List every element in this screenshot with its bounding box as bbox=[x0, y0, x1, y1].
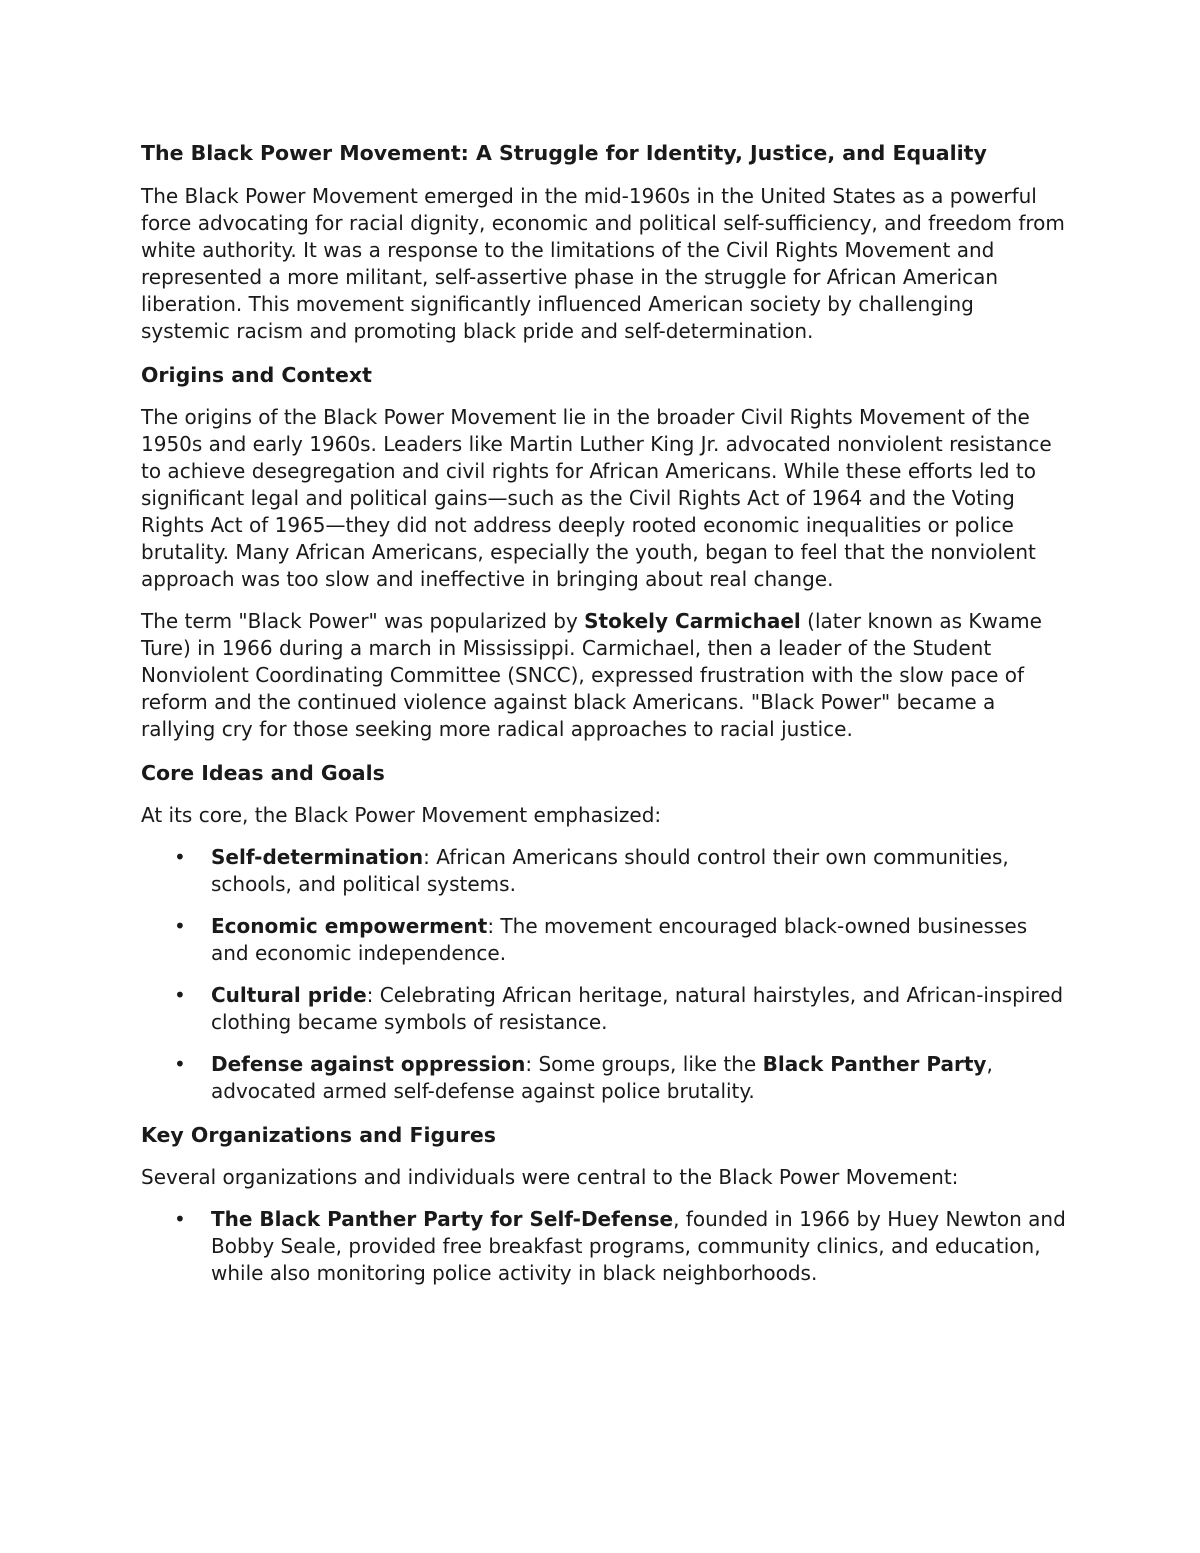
origins-heading: Origins and Context bbox=[141, 363, 372, 387]
core-ideas-heading: Core Ideas and Goals bbox=[141, 761, 385, 785]
origins-paragraph-2 bbox=[141, 608, 1066, 743]
list-item-text: : The movement encouraged black-owned businesses and economic independence. bbox=[211, 914, 1028, 965]
organizations-list bbox=[141, 1206, 1066, 1287]
list-item-term: Self-determination bbox=[211, 845, 424, 869]
core-ideas-list bbox=[141, 844, 1066, 1105]
origins-p2-text-start: The term "Black Power" was popularized by bbox=[141, 609, 585, 633]
origins-paragraph-1: The origins of the Black Power Movement lie in the broader Civil Rights Movement of the 1950s and early 1960s. Leaders like Martin Luther King Jr. advocated nonviolent resistance to achieve desegregation and civil rights for African Americans. While these efforts led to significant legal and political gains—such as the Civil Rights Act of 1964 and the Voting Rights Act of 1965—they did not address deeply rooted economic inequalities or police brutality. Many African Americans, especially the youth, began to feel that the nonviolent approach was too slow and ineffective in bringing about real change. bbox=[141, 405, 1052, 591]
list-item-text: : Some groups, like the bbox=[525, 1052, 763, 1076]
origins-p2-text-end: (later known as Kwame Ture) in 1966 during a march in Mississippi. Carmichael, then a leader of the Student Nonviolent Coordinating Committee (SNCC), expressed frustration with the slow pace of reform and the continued violence against black Americans. "Black Power" became a rallying cry for those seeking more radical approaches to racial justice. bbox=[141, 609, 1042, 741]
carmichael-name: Stokely Carmichael bbox=[584, 609, 801, 633]
list-item bbox=[141, 1051, 1066, 1105]
list-item-term: The Black Panther Party for Self-Defense bbox=[211, 1207, 674, 1231]
list-item-text: , founded in 1966 by Huey Newton and Bobby Seale, provided free breakfast programs, community clinics, and education, while also monitoring police activity in black neighborhoods. bbox=[211, 1207, 1066, 1285]
list-item-text: : Celebrating African heritage, natural hairstyles, and African-inspired clothing became symbols of resistance. bbox=[211, 983, 1064, 1034]
list-item-term: Economic empowerment bbox=[211, 914, 488, 938]
core-ideas-lead: At its core, the Black Power Movement emphasized: bbox=[141, 803, 662, 827]
list-item-term: Cultural pride bbox=[211, 983, 367, 1007]
organizations-lead: Several organizations and individuals were central to the Black Power Movement: bbox=[141, 1165, 959, 1189]
list-item-term: Defense against oppression bbox=[211, 1052, 526, 1076]
list-item-term-2: Black Panther Party bbox=[762, 1052, 987, 1076]
document-page bbox=[141, 138, 1066, 1302]
list-item-text-2: , advocated armed self-defense against police brutality. bbox=[211, 1052, 993, 1103]
list-item-text: : African Americans should control their own communities, schools, and political systems. bbox=[211, 845, 1009, 896]
list-item bbox=[141, 844, 1066, 898]
list-item bbox=[141, 982, 1066, 1036]
organizations-heading: Key Organizations and Figures bbox=[141, 1123, 496, 1147]
list-item bbox=[141, 913, 1066, 967]
intro-paragraph: The Black Power Movement emerged in the mid-1960s in the United States as a powerful force advocating for racial dignity, economic and political self-sufficiency, and freedom from white authority. It was a response to the limitations of the Civil Rights Movement and represented a more militant, self-assertive phase in the struggle for African American liberation. This movement significantly influenced American society by challenging systemic racism and promoting black pride and self-determination. bbox=[141, 184, 1065, 343]
document-title: The Black Power Movement: A Struggle for Identity, Justice, and Equality bbox=[141, 141, 987, 165]
list-item bbox=[141, 1206, 1066, 1287]
